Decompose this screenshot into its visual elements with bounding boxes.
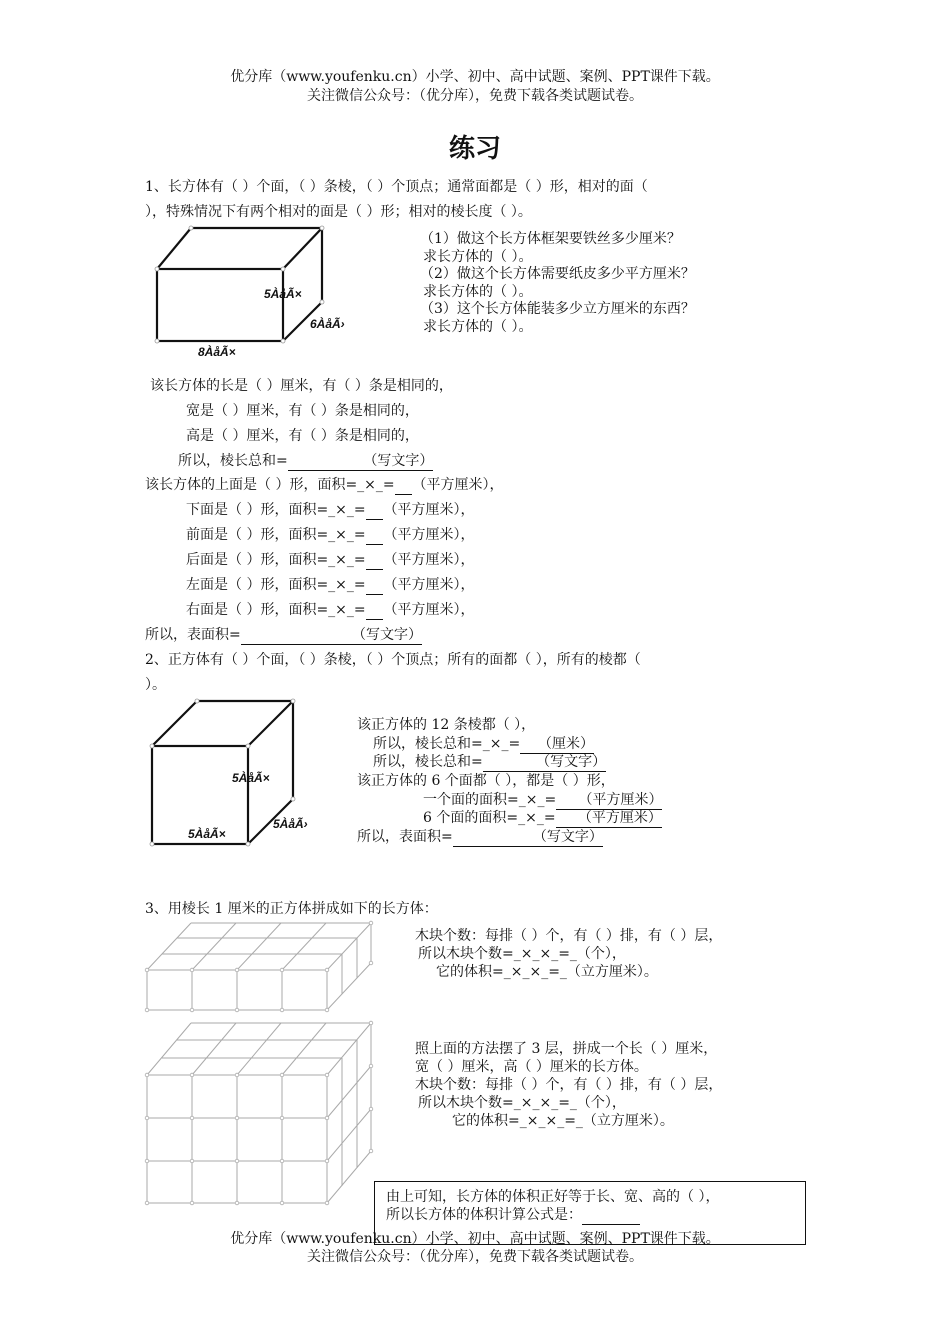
face-post: （平方厘米）， [383, 502, 475, 518]
face-post: （平方厘米）， [383, 577, 475, 593]
q1-edge-length: 该长方体的长是（ ）厘米，有（ ）条是相同的， [150, 378, 453, 394]
q3-a-line-1: 木块个数：每排（ ）个，有（ ）排，有（ ）层， [415, 928, 723, 944]
q2-line-1: 2、正方体有（ ）个面，（ ）条棱，（ ）个顶点；所有的面都（ ），所有的棱都（ [145, 652, 641, 668]
q2-l2-blank[interactable]: （厘米） [520, 736, 595, 752]
q2-l5-pre: 一个面的面积=_×_= [423, 792, 557, 808]
cuboid-figure [150, 222, 360, 357]
conclusion-line-1: 由上可知，长方体的体积正好等于长、宽、高的（ ）， [386, 1189, 720, 1205]
q1-sub-6: 求长方体的（ ）。 [423, 319, 533, 335]
q2-text-1: 该正方体的 12 条棱都（ ）， [357, 717, 536, 733]
face-pre: 前面是（ ）形，面积=_×_= [186, 527, 366, 543]
face-post: （平方厘米）， [383, 527, 475, 543]
q2-l7-pre: 所以，表面积= [357, 829, 453, 845]
q1-face-bottom [186, 501, 474, 520]
conclusion-formula-blank[interactable] [582, 1206, 640, 1225]
q2-text-6 [423, 809, 662, 828]
face-blank[interactable] [366, 551, 384, 570]
q2-l5-blank[interactable]: （平方厘米） [556, 792, 663, 808]
q3-b-line-3: 木块个数：每排（ ）个，有（ ）排，有（ ）层， [415, 1077, 723, 1093]
q1-edge-total-blank[interactable]: （写文字） [287, 453, 434, 469]
face-blank[interactable] [395, 476, 413, 495]
conclusion-line-2 [386, 1206, 640, 1225]
face-pre: 下面是（ ）形，面积=_×_= [186, 502, 366, 518]
q2-text-4: 该正方体的 6 个面都（ ），都是（ ）形， [357, 773, 615, 789]
q2-text-7 [357, 828, 603, 847]
q1-sub-2: 求长方体的（ ）。 [423, 249, 533, 265]
footer-line-1: 优分库（www.youfenku.cn）小学、初中、高中试题、案例、PPT课件下载。 [230, 1231, 720, 1247]
q2-l3-blank[interactable]: （写文字） [482, 754, 607, 770]
q2-l6-blank[interactable]: （平方厘米） [555, 810, 662, 826]
q1-edge-total [178, 452, 433, 471]
conclusion-formula-prefix: 所以长方体的体积计算公式是： [386, 1207, 582, 1223]
q1-sub-4: 求长方体的（ ）。 [423, 284, 533, 300]
face-pre: 该长方体的上面是（ ）形，面积=_×_= [145, 477, 395, 493]
face-blank[interactable] [366, 601, 384, 620]
cuboid-width-label: 6ÀåÃ› [310, 317, 345, 331]
q3-b-line-5: 它的体积=_×_×_=_（立方厘米）。 [452, 1113, 674, 1129]
q1-surface [145, 626, 422, 645]
cuboid-length-label: 8ÀåÃ× [198, 345, 236, 359]
q2-l6-pre: 6 个面的面积=_×_= [423, 810, 556, 826]
q2-l7-blank[interactable]: （写文字） [452, 829, 603, 845]
q1-face-front [186, 526, 474, 545]
q2-l2-pre: 所以，棱长总和=_×_= [373, 736, 521, 752]
block-stack-figure [140, 1018, 380, 1210]
q1-face-top [145, 476, 503, 495]
block-layer-figure [140, 918, 390, 1018]
q3-a-line-3: 它的体积=_×_×_=_（立方厘米）。 [436, 964, 658, 980]
q1-edge-width: 宽是（ ）厘米，有（ ）条是相同的， [186, 403, 419, 419]
q3-intro: 3、用棱长 1 厘米的正方体拼成如下的长方体： [145, 901, 438, 917]
header-line-2: 关注微信公众号：（优分库），免费下载各类试题试卷。 [307, 88, 643, 104]
face-post: （平方厘米）， [383, 552, 475, 568]
cube-width-label: 5ÀåÃ› [273, 817, 308, 831]
face-pre: 左面是（ ）形，面积=_×_= [186, 577, 366, 593]
q3-a-line-2: 所以木块个数=_×_×_=_（个）， [418, 946, 626, 962]
q2-text-2 [373, 735, 594, 754]
q1-line-1: 1、长方体有（ ）个面，（ ）条棱，（ ）个顶点；通常面都是（ ）形，相对的面（ [145, 179, 648, 195]
face-post: （平方厘米）， [412, 477, 504, 493]
q1-edge-height: 高是（ ）厘米，有（ ）条是相同的， [186, 428, 419, 444]
face-blank[interactable] [366, 501, 384, 520]
q3-b-line-4: 所以木块个数=_×_×_=_（个）， [418, 1095, 626, 1111]
footer-line-2: 关注微信公众号：（优分库），免费下载各类试题试卷。 [307, 1249, 643, 1265]
q1-surface-blank[interactable]: （写文字） [240, 627, 422, 643]
q2-text-3 [373, 753, 606, 772]
q3-b-line-2: 宽（ ）厘米，高（ ）厘米的长方体。 [415, 1059, 648, 1075]
cube-length-label: 5ÀåÃ× [188, 827, 226, 841]
page-title: 练习 [448, 134, 501, 164]
face-post: （平方厘米）， [383, 602, 475, 618]
cuboid-height-label: 5ÀåÃ× [264, 287, 302, 301]
face-blank[interactable] [366, 576, 384, 595]
q1-sub-3: （2）做这个长方体需要纸皮多少平方厘米？ [420, 266, 695, 282]
header-line-1: 优分库（www.youfenku.cn）小学、初中、高中试题、案例、PPT课件下载。 [230, 69, 720, 85]
q1-line-2: ），特殊情况下有两个相对的面是（ ）形；相对的棱长度（ ）。 [145, 204, 532, 220]
q2-text-5 [423, 791, 662, 810]
q1-face-right [186, 601, 474, 620]
q1-face-left [186, 576, 474, 595]
q1-sub-1: （1）做这个长方体框架要铁丝多少厘米？ [420, 231, 681, 247]
face-blank[interactable] [366, 526, 384, 545]
q1-surface-prefix: 所以，表面积= [145, 627, 241, 643]
face-pre: 后面是（ ）形，面积=_×_= [186, 552, 366, 568]
q2-l3-pre: 所以，棱长总和= [373, 754, 483, 770]
q1-face-back [186, 551, 474, 570]
cube-height-label: 5ÀåÃ× [232, 771, 270, 785]
q2-line-2: ）。 [145, 677, 166, 693]
face-pre: 右面是（ ）形，面积=_×_= [186, 602, 366, 618]
q1-sub-5: （3）这个长方体能装多少立方厘米的东西？ [420, 301, 695, 317]
q3-b-line-1: 照上面的方法摆了 3 层，拼成一个长（ ）厘米， [415, 1041, 718, 1057]
q1-edge-total-prefix: 所以，棱长总和= [178, 453, 288, 469]
